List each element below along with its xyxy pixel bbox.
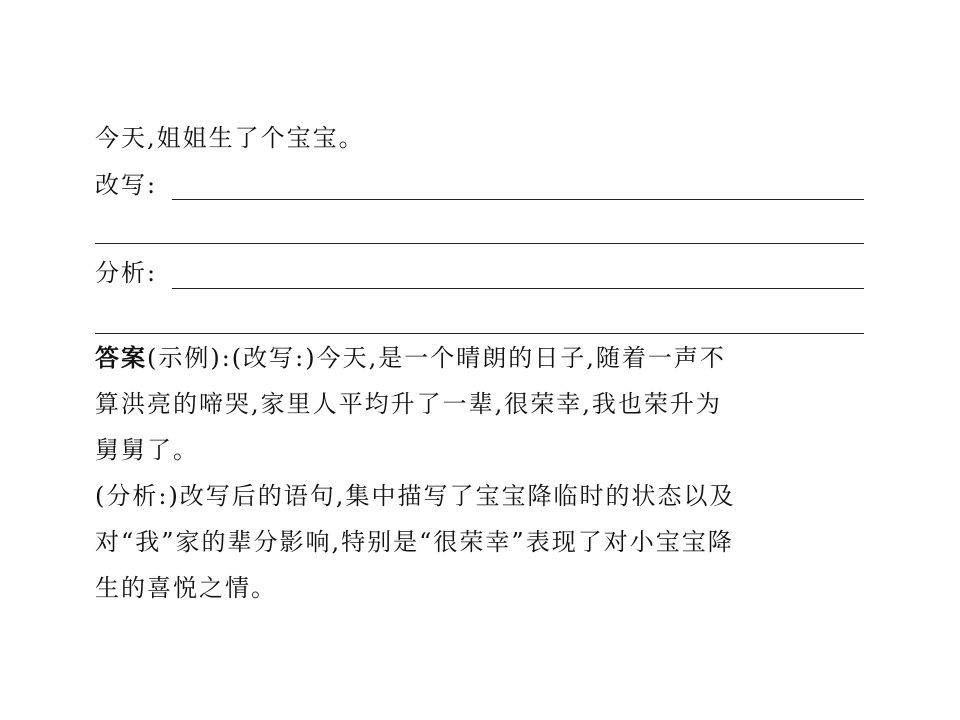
answer-line-4: (分析:)改写后的语句,集中描写了宝宝降临时的状态以及 [95,482,736,510]
rewrite-label: 改写: [95,171,158,199]
answer-line-5: 对“我”家的辈分影响,特别是“很荣幸”表现了对小宝宝降 [95,528,734,556]
answer-line-6: 生的喜悦之情。 [95,574,277,602]
rewrite-answer-line-2[interactable] [95,243,864,244]
analysis-label: 分析: [95,259,158,287]
answer-text-1: (示例):(改写:)今天,是一个晴朗的日子,随着一声不 [147,344,726,372]
answer-heading: 答案 [95,343,147,372]
answer-line-3: 舅舅了。 [95,436,199,464]
answer-line-1 [95,343,726,373]
answer-line-2: 算洪亮的啼哭,家里人平均升了一辈,很荣幸,我也荣升为 [95,390,722,418]
analysis-answer-line-1[interactable] [172,288,864,289]
rewrite-answer-line-1[interactable] [172,199,864,200]
analysis-answer-line-2[interactable] [95,333,864,334]
original-sentence: 今天,姐姐生了个宝宝。 [95,124,365,152]
